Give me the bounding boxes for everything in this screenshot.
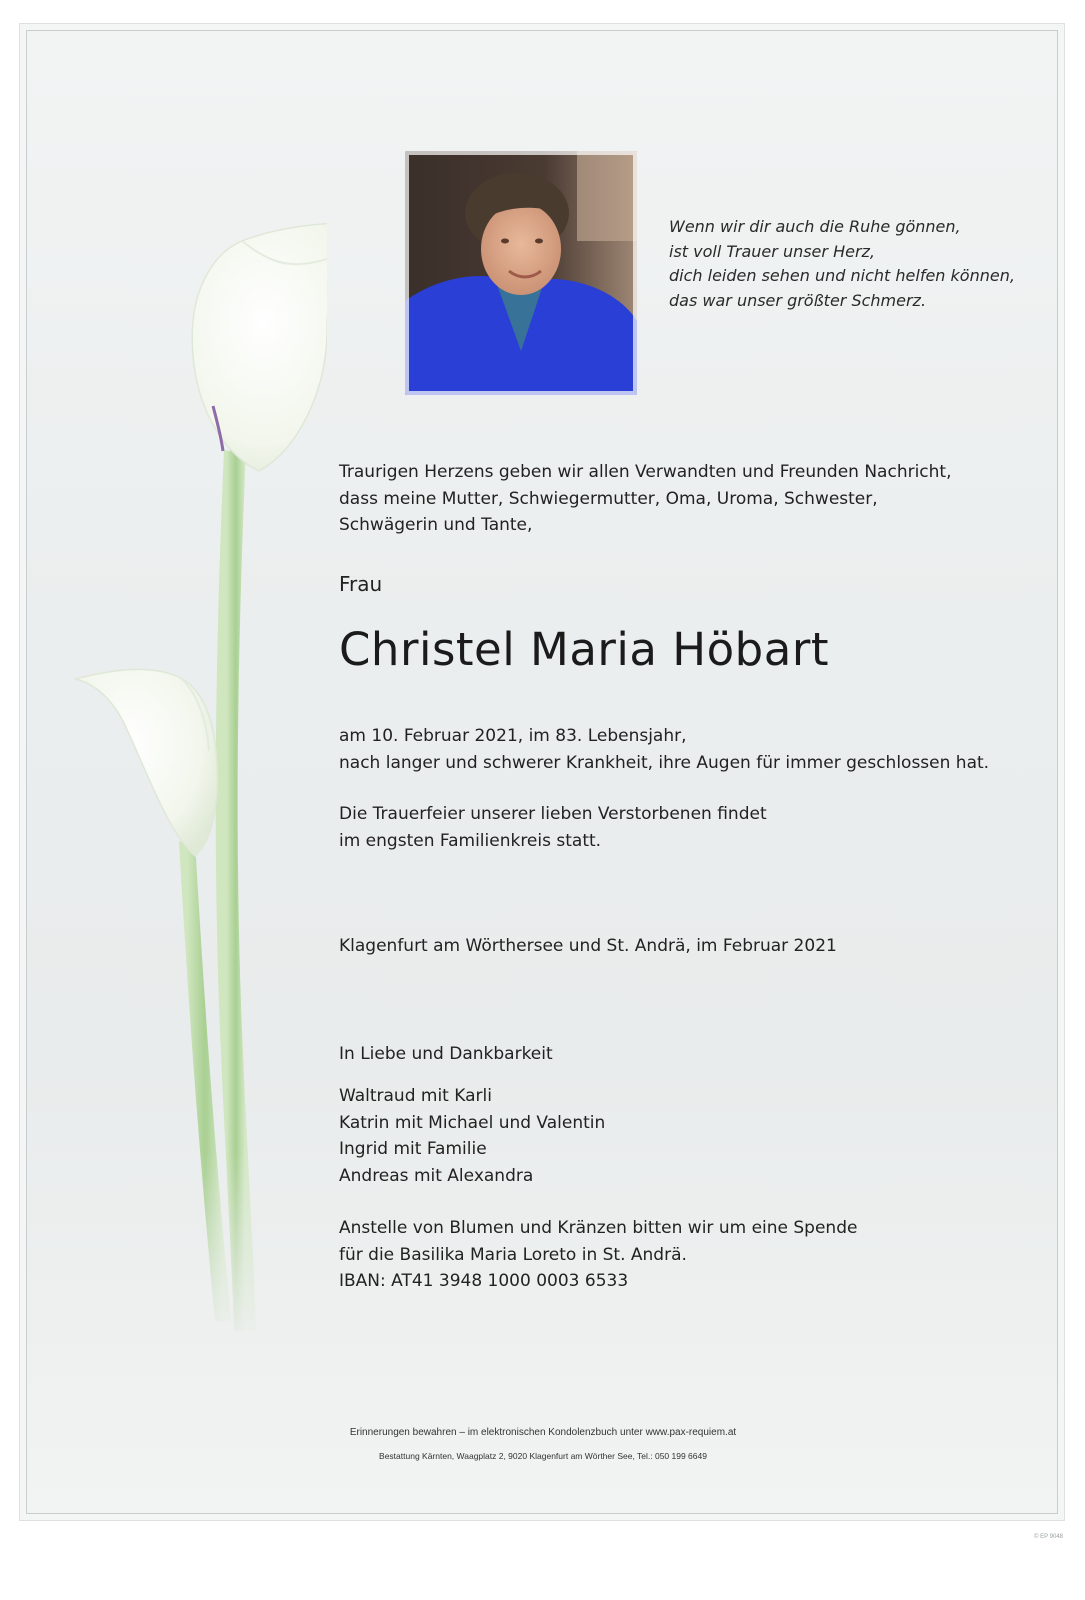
iban-line: IBAN: AT41 3948 1000 0003 6533	[339, 1271, 629, 1291]
intro-line: dass meine Mutter, Schwiegermutter, Oma, Uroma, Schwester,	[339, 488, 878, 509]
family-member: Ingrid mit Familie	[339, 1139, 487, 1159]
ceremony-info	[339, 801, 767, 854]
poem-verse	[669, 215, 1049, 313]
salutation: Frau	[339, 572, 383, 596]
death-line: nach langer und schwerer Krankheit, ihre Augen für immer geschlossen hat.	[339, 752, 990, 773]
donation-request	[339, 1215, 857, 1295]
funeral-home-address: Bestattung Kärnten, Waagplatz 2, 9020 Klagenfurt am Wörther See, Tel.: 050 199 6649	[379, 1451, 707, 1461]
donation-line: für die Basilika Maria Loreto in St. Andrä.	[339, 1244, 687, 1265]
family-member: Katrin mit Michael und Valentin	[339, 1112, 606, 1133]
template-code: © EP 9048	[1034, 1534, 1063, 1540]
calla-lily-illustration	[27, 31, 327, 1351]
intro-line: Schwägerin und Tante,	[339, 515, 533, 535]
family-member: Andreas mit Alexandra	[339, 1165, 534, 1186]
place-and-date: Klagenfurt am Wörthersee und St. Andrä, im Februar 2021	[339, 936, 837, 956]
condolence-book-note: Erinnerungen bewahren – im elektronischen Kondolenzbuch unter www.pax-requiem.at	[349, 1427, 737, 1438]
family-member: Waltraud mit Karli	[339, 1086, 492, 1106]
deceased-name: Christel Maria Höbart	[339, 623, 829, 676]
ceremony-line: im engsten Familienkreis statt.	[339, 830, 602, 851]
portrait-photo	[405, 151, 637, 395]
intro-line: Traurigen Herzens geben wir allen Verwandten und Freunden Nachricht,	[339, 462, 952, 482]
death-details	[339, 723, 989, 776]
obituary-card	[26, 30, 1058, 1514]
poem-line: dich leiden sehen und nicht helfen können,	[669, 266, 1015, 285]
announcement-intro	[339, 459, 952, 539]
death-line: am 10. Februar 2021, im 83. Lebensjahr,	[339, 726, 687, 746]
ceremony-line: Die Trauerfeier unserer lieben Verstorbenen findet	[339, 804, 767, 824]
family-list	[339, 1083, 605, 1189]
poem-line: Wenn wir dir auch die Ruhe gönnen,	[669, 217, 961, 236]
poem-line: das war unser größter Schmerz.	[669, 290, 927, 310]
poem-line: ist voll Trauer unser Herz,	[669, 241, 875, 261]
donation-line: Anstelle von Blumen und Kränzen bitten wir um eine Spende	[339, 1218, 858, 1238]
closing-phrase: In Liebe und Dankbarkeit	[339, 1044, 553, 1064]
